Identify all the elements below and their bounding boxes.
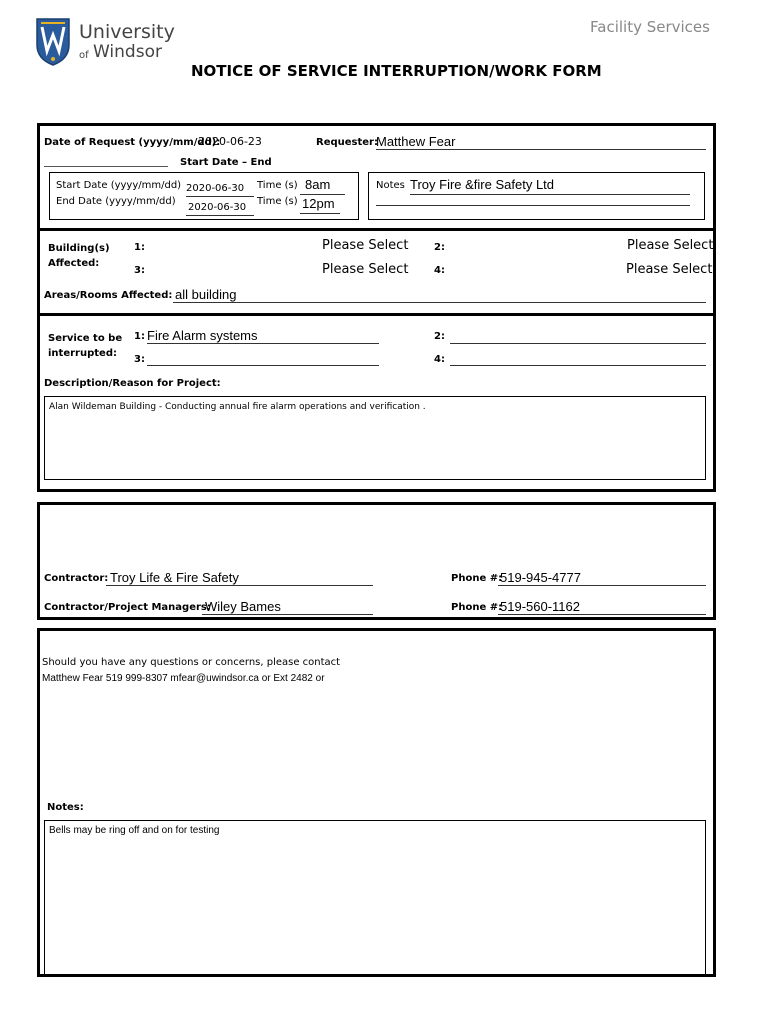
notes-label: Notes bbox=[376, 180, 405, 191]
building-1-select[interactable]: Please Select bbox=[322, 238, 409, 253]
logo-word-windsor: Windsor bbox=[93, 42, 162, 62]
notes-bottom-field[interactable] bbox=[44, 820, 706, 975]
service-1-value: Fire Alarm systems bbox=[147, 328, 258, 343]
blank-line bbox=[44, 166, 168, 167]
start-date-field[interactable] bbox=[186, 178, 254, 197]
building-2-number: 2: bbox=[434, 242, 445, 253]
service-3-field[interactable] bbox=[147, 350, 379, 366]
manager-value: Wiley Bames bbox=[205, 599, 281, 614]
service-2-field[interactable] bbox=[450, 328, 706, 344]
start-date-value: 2020-06-30 bbox=[186, 183, 245, 194]
requester-value: Matthew Fear bbox=[376, 134, 456, 149]
contact-line-2: Matthew Fear 519 999-8307 mfear@uwindsor.ca or Ext 2482 or bbox=[42, 673, 325, 684]
start-date-label: Start Date (yyyy/mm/dd) bbox=[56, 180, 182, 191]
date-of-request-label: Date of Request (yyyy/mm/dd): bbox=[44, 137, 221, 148]
contractor-value: Troy Life & Fire Safety bbox=[110, 570, 239, 585]
phone-2-value: 519-560-1162 bbox=[500, 599, 580, 614]
buildings-label-line2: Affected: bbox=[48, 258, 100, 269]
notes-bottom-value: Bells may be ring off and on for testing bbox=[49, 825, 220, 836]
phone-1-field[interactable] bbox=[498, 570, 706, 586]
notes-value: Troy Fire &fire Safety Ltd bbox=[410, 177, 555, 192]
building-1-number: 1: bbox=[134, 242, 145, 253]
phone-1-value: 519-945-4777 bbox=[500, 570, 581, 585]
areas-value: all building bbox=[175, 287, 237, 302]
notes-bottom-label: Notes: bbox=[47, 802, 84, 813]
section-divider-2 bbox=[37, 313, 716, 316]
building-3-number: 3: bbox=[134, 265, 145, 276]
service-3-number: 3: bbox=[134, 354, 145, 365]
manager-field[interactable] bbox=[202, 599, 373, 615]
requester-field[interactable] bbox=[376, 134, 706, 150]
contractor-label: Contractor: bbox=[44, 573, 109, 584]
logo-word-university: University bbox=[79, 21, 175, 43]
start-end-heading: Start Date – End bbox=[180, 157, 272, 168]
crest-icon bbox=[33, 15, 73, 67]
service-2-number: 2: bbox=[434, 331, 445, 342]
form-title: NOTICE OF SERVICE INTERRUPTION/WORK FORM bbox=[191, 62, 602, 80]
buildings-label-line1: Building(s) bbox=[48, 243, 110, 254]
logo-word-of: of bbox=[79, 50, 89, 61]
building-3-select[interactable]: Please Select bbox=[322, 262, 409, 277]
start-time-field[interactable] bbox=[300, 176, 345, 195]
description-label: Description/Reason for Project: bbox=[44, 378, 221, 389]
service-label-line2: interrupted: bbox=[48, 348, 117, 359]
department-name: Facility Services bbox=[590, 18, 710, 36]
building-4-number: 4: bbox=[434, 265, 445, 276]
date-of-request-value[interactable]: 2020-06-23 bbox=[198, 135, 262, 148]
areas-label: Areas/Rooms Affected: bbox=[44, 290, 173, 301]
notes-field[interactable] bbox=[410, 176, 690, 195]
service-label-line1: Service to be bbox=[48, 333, 123, 344]
end-date-value: 2020-06-30 bbox=[188, 202, 247, 213]
description-field[interactable] bbox=[44, 396, 706, 480]
description-value: Alan Wildeman Building - Conducting annual fire alarm operations and verification . bbox=[49, 402, 426, 412]
requester-label: Requester: bbox=[316, 137, 378, 148]
end-time-field[interactable] bbox=[300, 195, 340, 214]
contact-line-1: Should you have any questions or concerns, please contact bbox=[42, 657, 341, 668]
service-4-field[interactable] bbox=[450, 350, 706, 366]
building-4-select[interactable]: Please Select bbox=[626, 262, 713, 277]
service-1-field[interactable] bbox=[147, 328, 379, 344]
notes-line-2[interactable] bbox=[376, 205, 690, 206]
service-4-number: 4: bbox=[434, 354, 445, 365]
building-2-select[interactable]: Please Select bbox=[627, 238, 714, 253]
contractor-field[interactable] bbox=[106, 570, 373, 586]
end-time-label: Time (s) bbox=[257, 196, 298, 207]
service-1-number: 1: bbox=[134, 331, 145, 342]
phone-2-field[interactable] bbox=[498, 599, 706, 615]
phone-2-label: Phone #: bbox=[451, 602, 503, 613]
start-time-label: Time (s) bbox=[257, 180, 298, 191]
end-time-value: 12pm bbox=[302, 196, 335, 211]
areas-field[interactable] bbox=[173, 287, 706, 303]
manager-label: Contractor/Project Managers: bbox=[44, 602, 211, 613]
start-time-value: 8am bbox=[305, 177, 331, 192]
university-logo bbox=[33, 15, 173, 71]
end-date-field[interactable] bbox=[186, 197, 254, 216]
phone-1-label: Phone #: bbox=[451, 573, 503, 584]
section-divider bbox=[37, 228, 716, 231]
end-date-label: End Date (yyyy/mm/dd) bbox=[56, 196, 176, 207]
